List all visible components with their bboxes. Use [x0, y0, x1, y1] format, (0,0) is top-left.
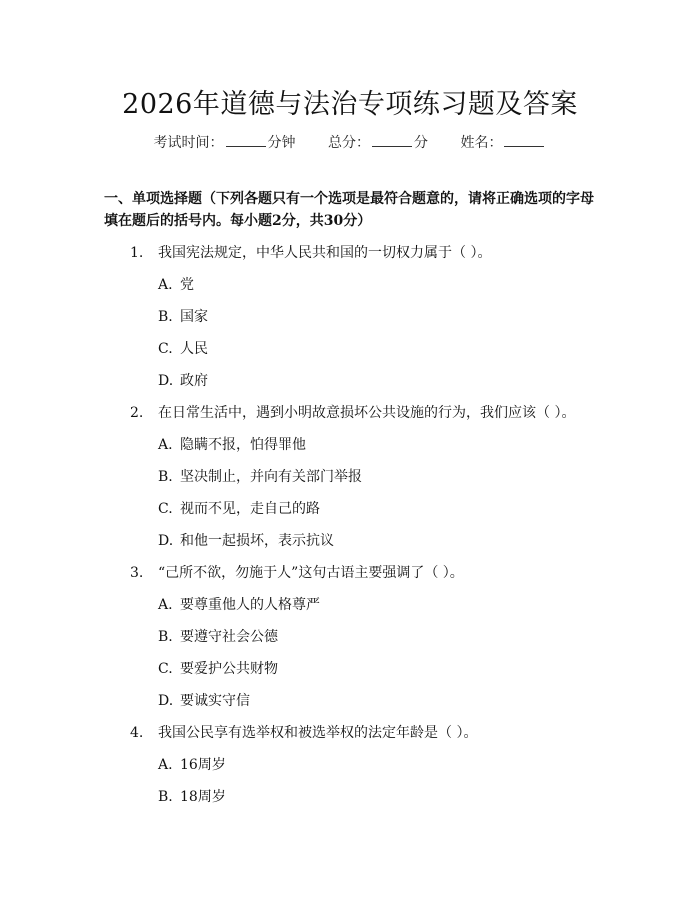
total-score-unit: 分 [414, 135, 428, 151]
question-3-option-d[interactable] [0, 691, 700, 723]
name-label: 姓名： [460, 135, 503, 151]
section-heading [104, 188, 604, 232]
exam-time-blank[interactable] [226, 132, 266, 147]
question-2-option-a[interactable] [0, 435, 700, 467]
option-letter: A. [158, 277, 173, 293]
question-4-option-a[interactable] [0, 755, 700, 787]
option-text: 坚决制止，并向有关部门举报 [180, 469, 362, 485]
question-2-option-d[interactable] [0, 531, 700, 563]
question-number: 4. [130, 725, 144, 741]
question-2-option-c[interactable] [0, 499, 700, 531]
question-list [0, 243, 700, 819]
question-4 [0, 723, 700, 755]
question-stem: 我国公民享有选举权和被选举权的法定年龄是（ ）。 [158, 725, 478, 741]
option-text: 和他一起损坏，表示抗议 [180, 533, 334, 549]
exam-time-field [154, 132, 296, 152]
total-score-blank[interactable] [372, 132, 412, 147]
option-letter: D. [158, 693, 174, 709]
question-1 [0, 243, 700, 275]
question-number: 2. [130, 405, 144, 421]
option-text: 要尊重他人的人格尊严 [180, 597, 320, 613]
exam-meta [0, 132, 700, 152]
question-2 [0, 403, 700, 435]
exam-time-label: 考试时间： [153, 135, 224, 151]
question-1-option-d[interactable] [0, 371, 700, 403]
question-stem: 我国宪法规定，中华人民共和国的一切权力属于（ ）。 [158, 245, 492, 261]
option-text: 视而不见，走自己的路 [180, 501, 320, 517]
question-1-option-c[interactable] [0, 339, 700, 371]
section-heading-line-2: 填在题后的括号内。每小题2分，共30分） [104, 213, 372, 229]
question-number: 3. [130, 565, 144, 581]
option-letter: A. [158, 437, 173, 453]
question-stem: “己所不欲，勿施于人”这句古语主要强调了（ ）。 [158, 565, 464, 581]
total-score-label: 总分： [328, 135, 370, 151]
option-text: 隐瞒不报，怕得罪他 [180, 437, 306, 453]
total-score-field [328, 132, 428, 152]
question-3-option-a[interactable] [0, 595, 700, 627]
exam-time-unit: 分钟 [267, 135, 296, 151]
option-text: 人民 [180, 341, 208, 357]
section-heading-line-1: 一、单项选择题（下列各题只有一个选项是最符合题意的，请将正确选项的字母 [104, 191, 594, 207]
question-1-option-b[interactable] [0, 307, 700, 339]
question-3-option-b[interactable] [0, 627, 700, 659]
question-4-option-b[interactable] [0, 787, 700, 819]
name-field [460, 132, 546, 152]
option-text: 18周岁 [180, 789, 226, 805]
option-letter: D. [158, 373, 174, 389]
option-letter: B. [158, 309, 173, 325]
question-number: 1. [130, 245, 144, 261]
question-3-option-c[interactable] [0, 659, 700, 691]
question-3 [0, 563, 700, 595]
option-letter: A. [158, 597, 173, 613]
option-text: 政府 [180, 373, 208, 389]
page-title: 2026年道德与法治专项练习题及答案 [122, 89, 578, 120]
option-letter: C. [158, 661, 173, 677]
option-letter: B. [158, 629, 173, 645]
question-1-option-a[interactable] [0, 275, 700, 307]
option-letter: A. [158, 757, 173, 773]
question-stem: 在日常生活中，遇到小明故意损坏公共设施的行为，我们应该（ ）。 [158, 405, 576, 421]
option-text: 党 [180, 277, 194, 293]
option-letter: C. [158, 341, 173, 357]
option-letter: B. [158, 469, 173, 485]
option-text: 要爱护公共财物 [180, 661, 278, 677]
question-2-option-b[interactable] [0, 467, 700, 499]
option-text: 国家 [180, 309, 208, 325]
option-letter: B. [158, 789, 173, 805]
option-letter: C. [158, 501, 173, 517]
option-text: 要遵守社会公德 [180, 629, 278, 645]
option-text: 16周岁 [180, 757, 226, 773]
name-blank[interactable] [504, 132, 544, 147]
option-text: 要诚实守信 [180, 693, 250, 709]
option-letter: D. [158, 533, 174, 549]
